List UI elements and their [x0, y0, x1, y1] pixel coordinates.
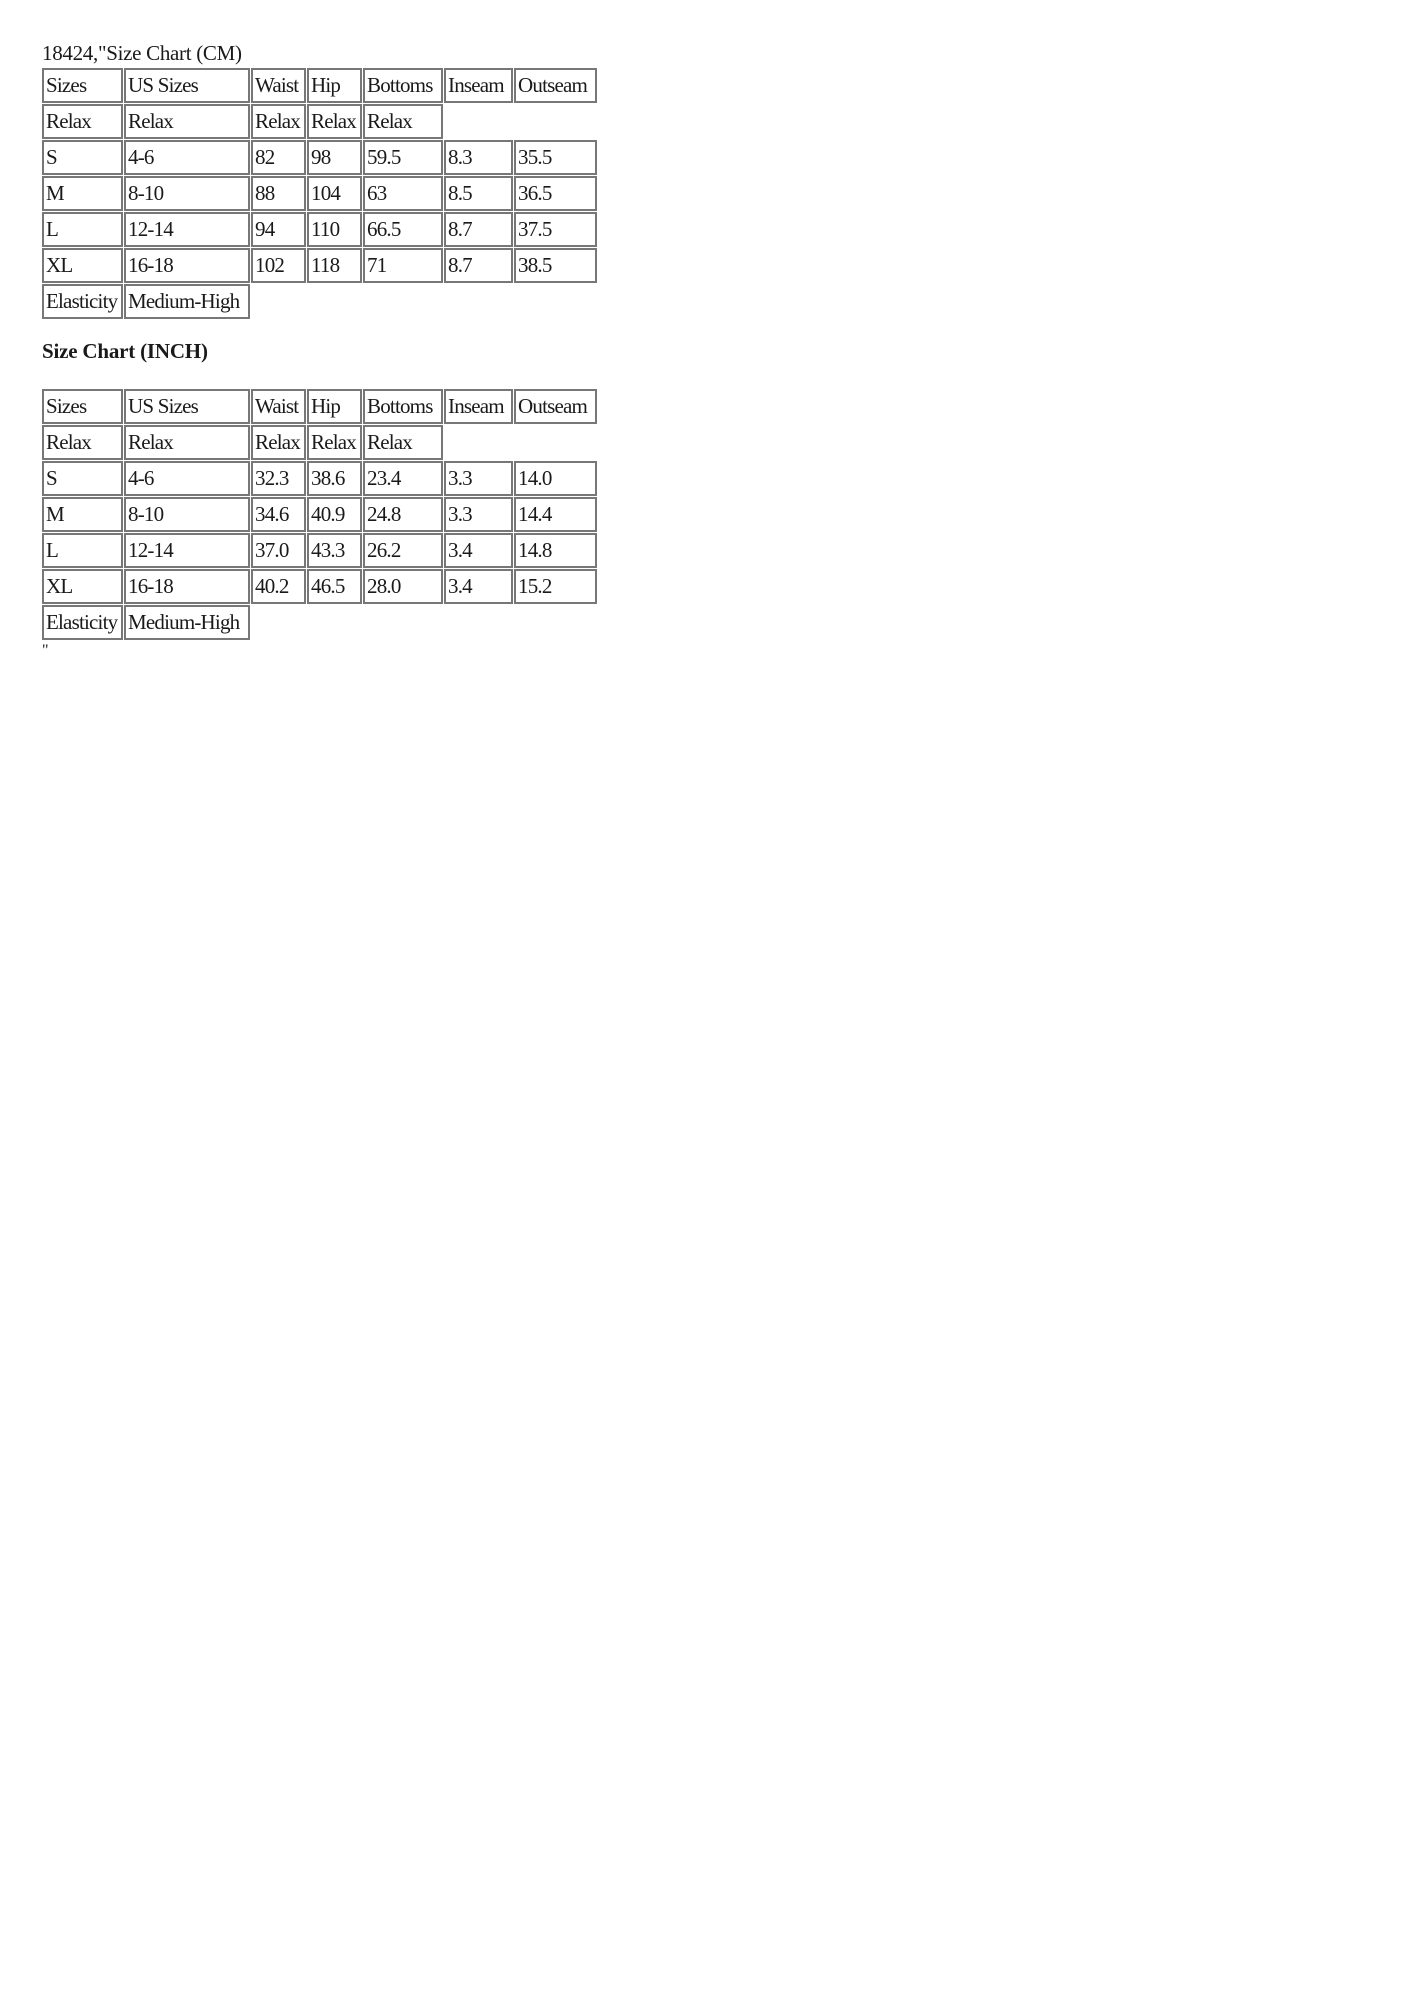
table-cell: 59.5: [363, 140, 443, 175]
table-row: [42, 176, 597, 211]
header-cell: Waist: [251, 389, 306, 424]
table-cell: 8.3: [444, 140, 513, 175]
table-cell: 16-18: [124, 248, 250, 283]
table-cell: 38.6: [307, 461, 362, 496]
table-cell: 94: [251, 212, 306, 247]
table-cell: 110: [307, 212, 362, 247]
table-cell: 63: [363, 176, 443, 211]
table-cell: 46.5: [307, 569, 362, 604]
header-cell: Sizes: [42, 389, 123, 424]
table-cell: 38.5: [514, 248, 597, 283]
table-row: [42, 533, 597, 568]
empty-cell: [251, 605, 597, 640]
table-header-row: [42, 68, 597, 103]
elasticity-value-cell: Medium-High: [124, 605, 250, 640]
table-row: [42, 461, 597, 496]
trailing-quote: ": [42, 642, 49, 659]
cm-chart-heading: 18424,"Size Chart (CM): [42, 41, 242, 65]
table-cell: 40.2: [251, 569, 306, 604]
table-cell: 3.3: [444, 461, 513, 496]
table-row: [42, 497, 597, 532]
relax-cell: Relax: [124, 104, 250, 139]
header-cell: Hip: [307, 389, 362, 424]
header-cell: US Sizes: [124, 389, 250, 424]
table-cell: 3.4: [444, 569, 513, 604]
table-cell: 14.4: [514, 497, 597, 532]
table-cell: 82: [251, 140, 306, 175]
table-row: [42, 212, 597, 247]
header-cell: Outseam: [514, 389, 597, 424]
table-cell: L: [42, 212, 123, 247]
table-row: [42, 569, 597, 604]
size-chart-document: [42, 40, 598, 660]
table-cell: 8.7: [444, 212, 513, 247]
header-cell: Waist: [251, 68, 306, 103]
header-cell: Hip: [307, 68, 362, 103]
table-cell: 12-14: [124, 212, 250, 247]
header-cell: Inseam: [444, 68, 513, 103]
table-cell: XL: [42, 569, 123, 604]
table-cell: 15.2: [514, 569, 597, 604]
table-cell: 40.9: [307, 497, 362, 532]
table-cell: L: [42, 533, 123, 568]
table-cell: 71: [363, 248, 443, 283]
relax-cell: Relax: [307, 425, 362, 460]
table-cell: 118: [307, 248, 362, 283]
table-cell: 8.5: [444, 176, 513, 211]
table-cell: 36.5: [514, 176, 597, 211]
relax-row: [42, 104, 597, 139]
table-cell: 102: [251, 248, 306, 283]
table-cell: S: [42, 140, 123, 175]
table-cell: 88: [251, 176, 306, 211]
table-cell: 43.3: [307, 533, 362, 568]
table-cell: 8.7: [444, 248, 513, 283]
table-cell: 3.4: [444, 533, 513, 568]
empty-cell: [444, 104, 597, 139]
table-cell: XL: [42, 248, 123, 283]
relax-cell: Relax: [124, 425, 250, 460]
relax-cell: Relax: [363, 425, 443, 460]
header-cell: Bottoms: [363, 389, 443, 424]
elasticity-row: [42, 284, 597, 319]
relax-cell: Relax: [251, 104, 306, 139]
table-cell: 66.5: [363, 212, 443, 247]
cm-size-table: [41, 67, 598, 320]
header-cell: Outseam: [514, 68, 597, 103]
table-cell: 16-18: [124, 569, 250, 604]
table-cell: 26.2: [363, 533, 443, 568]
table-cell: 8-10: [124, 497, 250, 532]
table-cell: 8-10: [124, 176, 250, 211]
table-cell: 37.0: [251, 533, 306, 568]
header-cell: US Sizes: [124, 68, 250, 103]
relax-cell: Relax: [42, 104, 123, 139]
relax-cell: Relax: [251, 425, 306, 460]
table-cell: 32.3: [251, 461, 306, 496]
table-cell: 37.5: [514, 212, 597, 247]
empty-cell: [251, 284, 597, 319]
table-cell: 3.3: [444, 497, 513, 532]
table-cell: 34.6: [251, 497, 306, 532]
relax-cell: Relax: [307, 104, 362, 139]
elasticity-label-cell: Elasticity: [42, 284, 123, 319]
elasticity-label-cell: Elasticity: [42, 605, 123, 640]
table-cell: 4-6: [124, 140, 250, 175]
table-cell: S: [42, 461, 123, 496]
table-cell: 4-6: [124, 461, 250, 496]
table-row: [42, 248, 597, 283]
table-cell: M: [42, 497, 123, 532]
header-cell: Bottoms: [363, 68, 443, 103]
relax-cell: Relax: [42, 425, 123, 460]
table-cell: 104: [307, 176, 362, 211]
table-cell: 23.4: [363, 461, 443, 496]
relax-cell: Relax: [363, 104, 443, 139]
table-cell: 24.8: [363, 497, 443, 532]
header-cell: Sizes: [42, 68, 123, 103]
table-cell: 14.8: [514, 533, 597, 568]
inch-chart-heading: Size Chart (INCH): [42, 339, 208, 363]
table-cell: 98: [307, 140, 362, 175]
elasticity-value-cell: Medium-High: [124, 284, 250, 319]
table-cell: 14.0: [514, 461, 597, 496]
table-header-row: [42, 389, 597, 424]
elasticity-row: [42, 605, 597, 640]
table-cell: 35.5: [514, 140, 597, 175]
table-cell: 12-14: [124, 533, 250, 568]
relax-row: [42, 425, 597, 460]
table-row: [42, 140, 597, 175]
header-cell: Inseam: [444, 389, 513, 424]
table-cell: M: [42, 176, 123, 211]
table-cell: 28.0: [363, 569, 443, 604]
inch-size-table: [41, 388, 598, 641]
empty-cell: [444, 425, 597, 460]
